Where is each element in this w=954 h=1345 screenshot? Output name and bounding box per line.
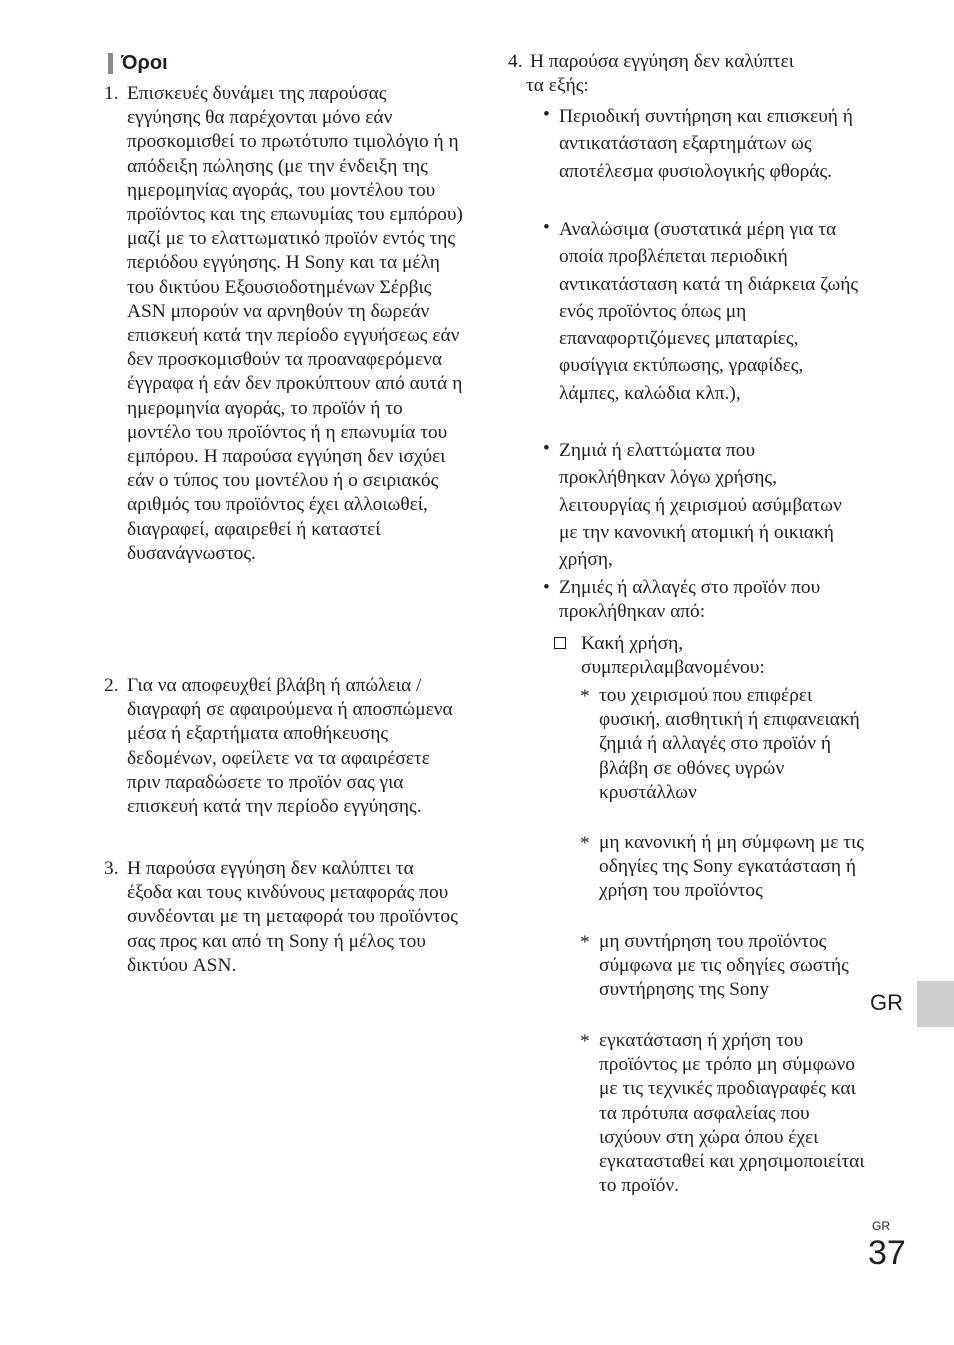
asterisk-mark: * <box>580 1031 590 1052</box>
bullet-item <box>543 576 863 624</box>
bullet-text: Περιοδική συντήρηση και επισκευή ή αντικατάσταση εξαρτημάτων ως αποτέλεσμα φυσιολογικής φθοράς. <box>559 106 853 182</box>
asterisk-item <box>580 930 865 1003</box>
bullet-mark: • <box>543 217 550 238</box>
sub-item-text: Κακή χρήση, συμπεριλαμβανομένου: <box>581 633 765 679</box>
asterisk-item <box>580 831 865 904</box>
language-tab <box>917 981 954 1027</box>
term-item-3 <box>104 857 464 978</box>
asterisk-item-text: μη κανονική ή μη σύμφωνη με τις οδηγίες της Sony εγκατάσταση ή χρήση του προϊόντος <box>599 832 864 902</box>
item-number: 2. <box>104 675 119 696</box>
term-item-1 <box>104 82 464 566</box>
section-heading <box>108 50 168 76</box>
square-bullet-icon <box>554 637 566 649</box>
item-number: 3. <box>104 858 119 879</box>
asterisk-mark: * <box>580 833 590 854</box>
asterisk-item <box>580 1029 865 1198</box>
item-number: 1. <box>104 83 119 104</box>
item-text: Η παρούσα εγγύηση δεν καλύπτει τα έξοδα και τους κινδύνους μεταφοράς που συνδέονται με τη μεταφορά του προϊόντος σας προς και από τη Sony ή μέλος του δικτύου ASN. <box>127 858 458 976</box>
bullet-text: Ζημιά ή ελαττώματα που προκλήθηκαν λόγω χρήσης, λειτουργίας ή χειρισμού ασύμβατων με την κανονική ατομική ή οικιακή χρήση, <box>559 440 842 571</box>
page-number: 37 <box>868 1234 906 1272</box>
asterisk-mark: * <box>580 686 590 707</box>
page-language-label: GR <box>872 1219 890 1233</box>
heading-marker <box>108 53 113 74</box>
item-text-line1: Η παρούσα εγγύηση δεν καλύπτει <box>530 51 794 72</box>
asterisk-item-text: του χειρισμού που επιφέρει φυσική, αισθητική ή επιφανειακή ζημιά ή αλλαγές στο προϊόν ή βλάβη σε οθόνες υγρών κρυστάλλων <box>599 685 860 803</box>
bullet-text: Αναλώσιμα (συστατικά μέρη για τα οποία προβλέπεται περιοδική αντικατάσταση κατά τη διάρκεια ζωής ενός προϊόντος όπως μη επαναφορτιζόμενες μπαταρίες, φυσίγγια εκτύπωσης, γραφίδες, λάμπες, καλώδια κλπ.), <box>559 219 859 404</box>
bullet-item <box>543 216 863 407</box>
asterisk-item <box>580 684 865 805</box>
sub-item <box>554 632 864 680</box>
asterisk-mark: * <box>580 932 590 953</box>
asterisk-item-text: μη συντήρηση του προϊόντος σύμφωνα με τις οδηγίες σωστής συντήρησης της Sony <box>599 931 849 1001</box>
bullet-text: Ζημιές ή αλλαγές στο προϊόν που προκλήθηκαν από: <box>559 577 821 623</box>
bullet-item <box>543 103 863 185</box>
item-number: 4. <box>508 51 523 72</box>
bullet-item <box>543 437 863 573</box>
language-tab-label: GR <box>870 990 903 1015</box>
item-text: Για να αποφευχθεί βλάβη ή απώλεια / διαγραφή σε αφαιρούμενα ή αποσπώμενα μέσα ή εξαρτήματα αποθήκευσης δεδομένων, οφείλετε να τα αφαιρέσετε πριν παραδώσετε το προϊόν σας για επισκευή κατά την περίοδο εγγύησης. <box>127 675 453 818</box>
term-item-4 <box>508 50 858 98</box>
term-item-2 <box>104 674 464 819</box>
section-title: Όροι <box>121 51 168 74</box>
bullet-mark: • <box>543 438 550 459</box>
item-text: Επισκευές δυνάμει της παρούσας εγγύησης θα παρέχονται μόνο εάν προσκομισθεί το πρωτότυπο τιμολόγιο ή η απόδειξη πώλησης (με την ένδειξη της ημερομηνίας αγοράς, του μοντέλου του προϊόντος και της επωνυμίας του εμπόρου) μαζί με το ελαττωματικό προϊόν εντός της περιόδου εγγύησης. Η Sony και τα μέλη του δικτύου Εξουσιοδοτημένων Σέρβις ASN μπορούν να αρνηθούν τη δωρεάν επισκευή κατά την περίοδο εγγυήσεως εάν δεν προσκομισθούν τα προαναφερόμενα έγγραφα ή εάν δεν προκύπτουν από αυτά η ημερομηνία αγοράς, το προϊόν ή το μοντέλο του προϊόντος ή η επωνυμία του εμπόρου. Η παρούσα εγγύηση δεν ισχύει εάν ο τύπος του μοντέλου ή ο σειριακός αριθμός του προϊόντος έχει αλλοιωθεί, διαγραφεί, αφαιρεθεί ή καταστεί δυσανάγνωστος. <box>127 83 463 564</box>
bullet-mark: • <box>543 577 550 598</box>
item-text-line2: τα εξής: <box>526 75 589 97</box>
bullet-mark: • <box>543 104 550 125</box>
asterisk-item-text: εγκατάσταση ή χρήση του προϊόντος με τρόπο μη σύμφωνο με τις τεχνικές προδιαγραφές και τα πρότυπα ασφαλείας που ισχύουν στη χώρα όπου έχει εγκατασταθεί και χρησιμοποιείται το προϊόν. <box>599 1030 865 1197</box>
